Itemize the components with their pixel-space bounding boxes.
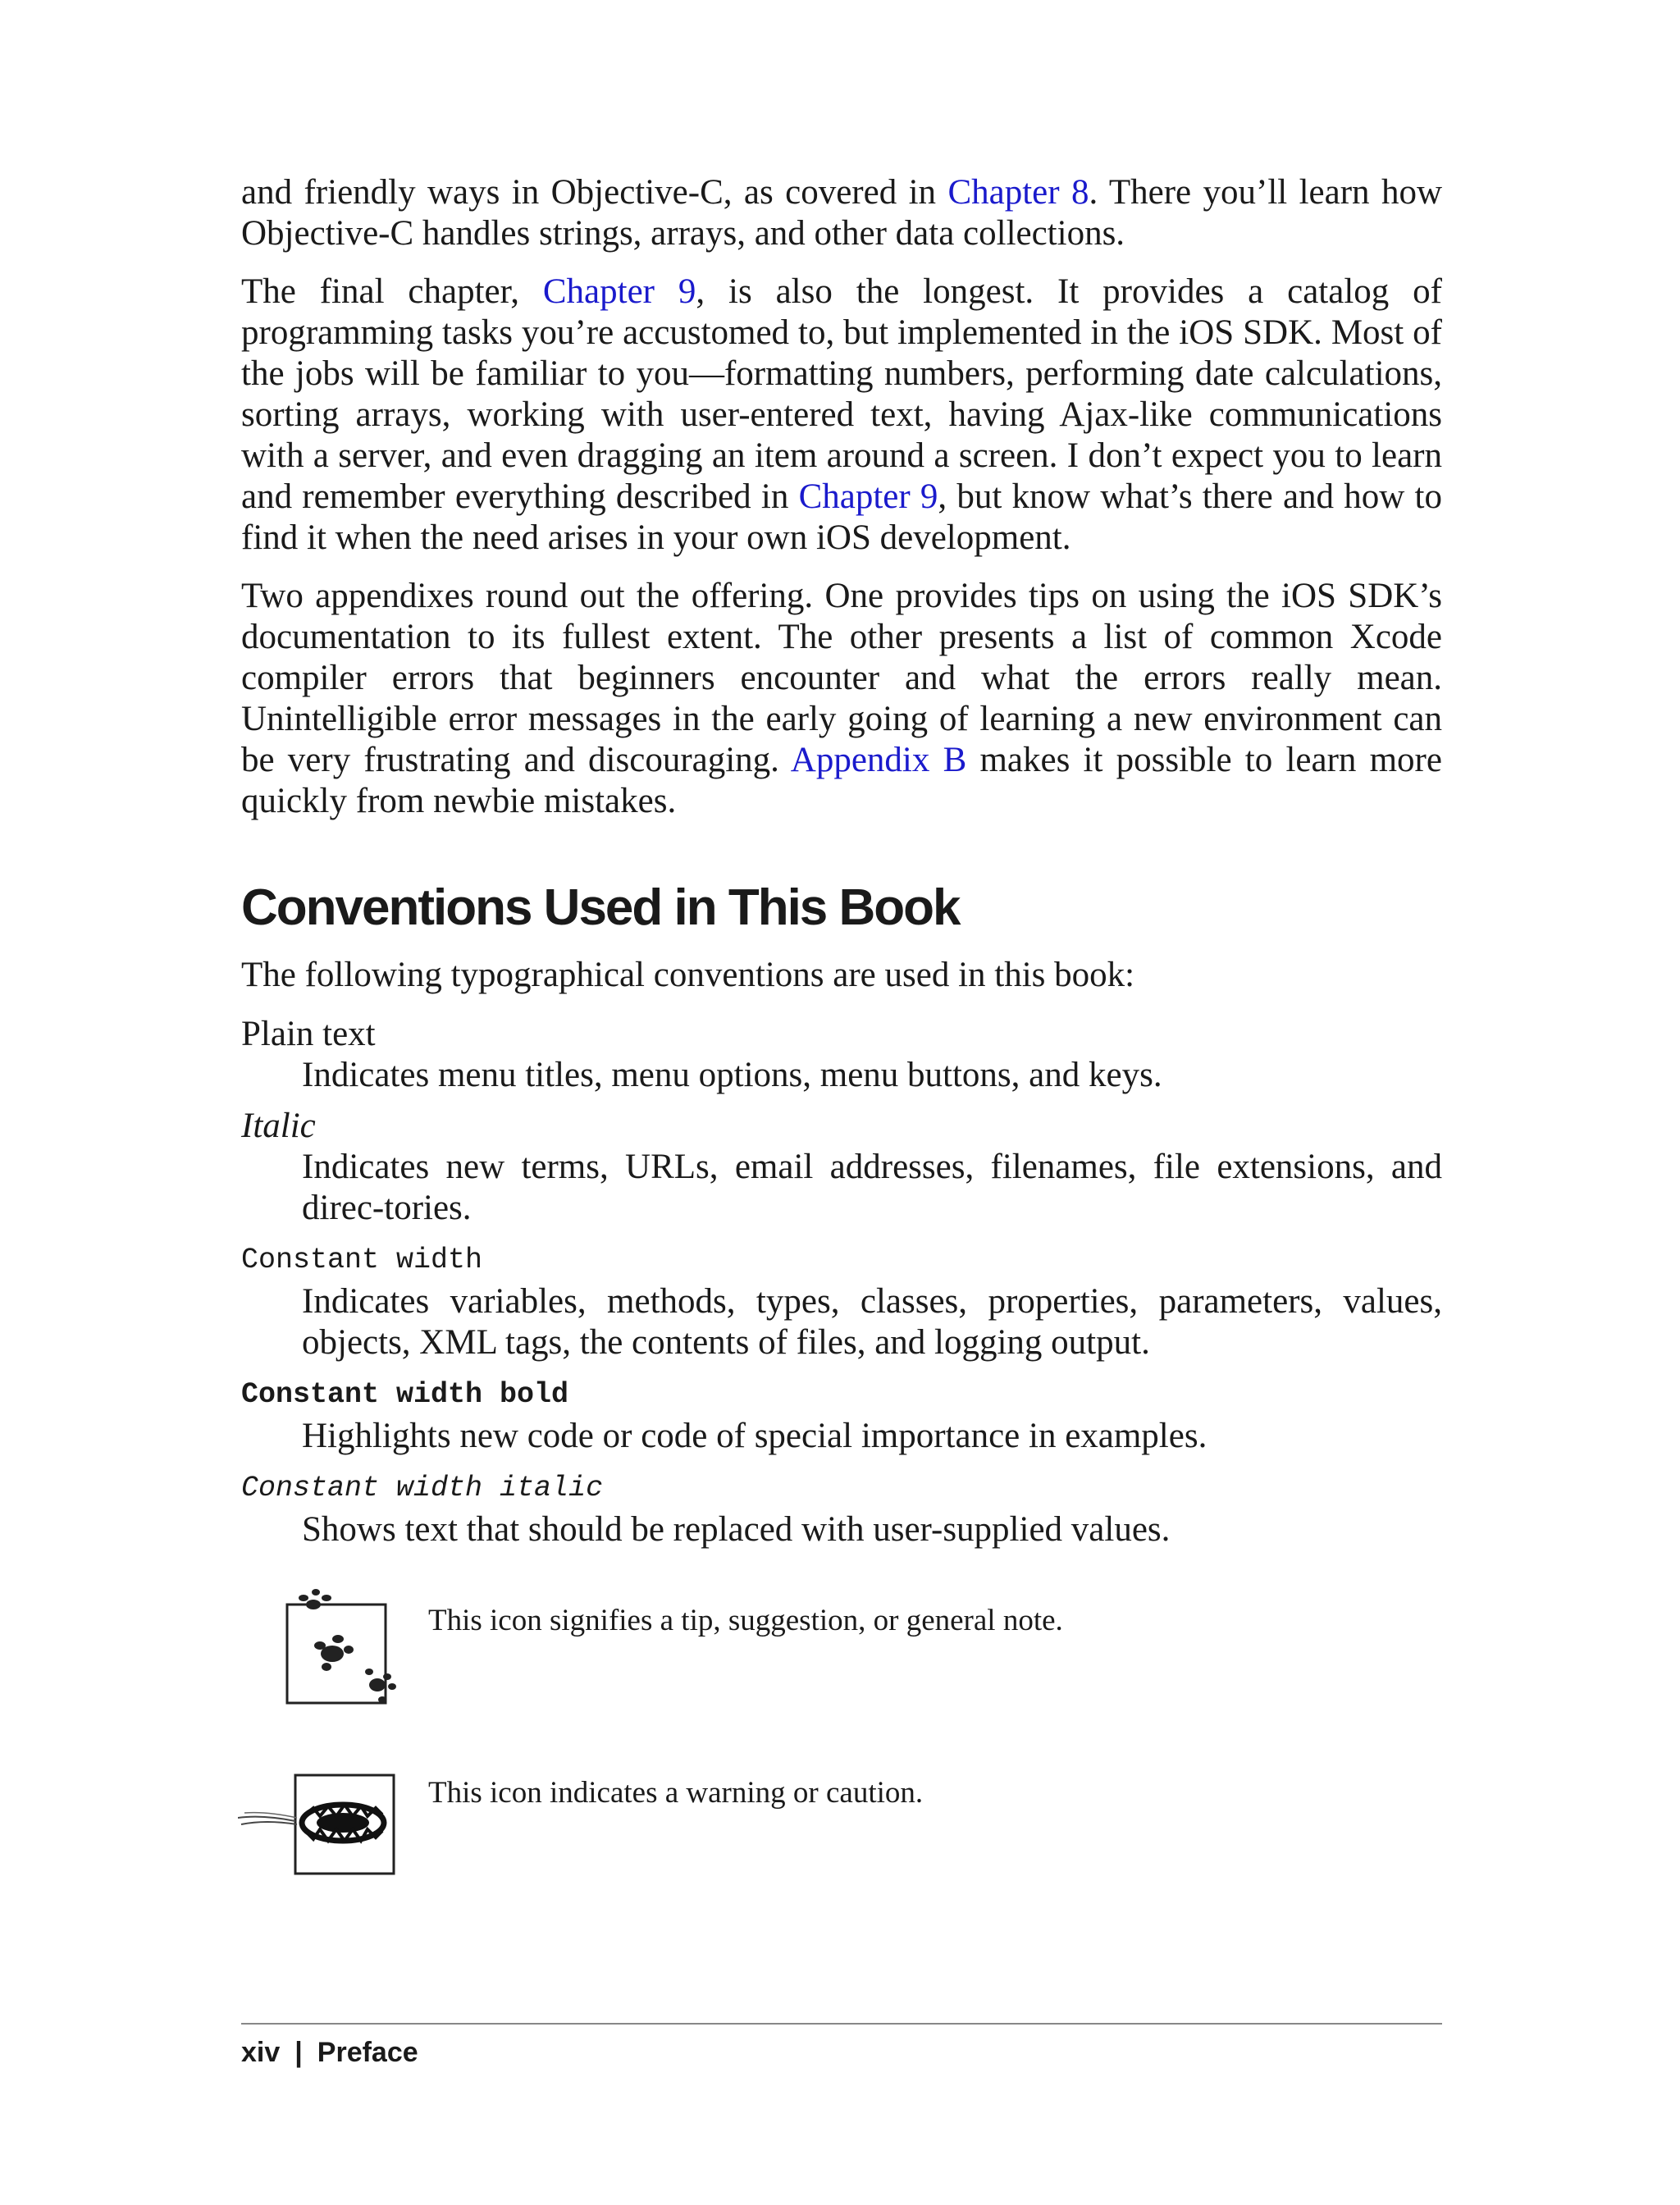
- tip-note: [241, 1586, 1442, 1734]
- convention-desc-italic: Indicates new terms, URLs, email addresses, filenames, file extensions, and direc-tories.: [302, 1148, 1442, 1227]
- convention-term-constant-width-bold: Constant width bold: [241, 1378, 569, 1411]
- warning-note-text: This icon indicates a warning or caution.: [428, 1776, 924, 1810]
- paragraph-text: , is also the longest. It provides a catalog of programming tasks you’re accustomed to, but implemented in the iOS SDK. Most of the jobs will be familiar to you—formatting numbers, performing date calculations, sorting arrays, working with user-entered text, having Ajax-like communications with a server, and even dragging an item around a screen. I don’t expect you to learn and remember everything described in: [241, 272, 1442, 516]
- footer-section-title: Preface: [317, 2037, 418, 2068]
- paragraph-text: makes it possible to learn more quickly from newbie mistakes.: [241, 741, 1442, 820]
- paragraph-2: [241, 272, 1442, 559]
- paragraph-text: Two appendixes round out the offering. One provides tips on using the iOS SDK’s documentation to its fullest extent. The other presents a list of common Xcode compiler errors that beginners encounter and what the errors really mean. Unintelligible error messages in the early going of learning a new environment can be very frustrating and discouraging.: [241, 577, 1442, 779]
- appendix-b-link[interactable]: Appendix B: [790, 741, 967, 779]
- chapter-9-link[interactable]: Chapter 9: [542, 272, 696, 311]
- chapter-8-link[interactable]: Chapter 8: [947, 173, 1089, 212]
- paragraph-1: [241, 172, 1442, 254]
- page-number: xiv: [241, 2037, 281, 2068]
- convention-term-constant-width-italic: Constant width italic: [241, 1472, 604, 1504]
- warning-note: [241, 1759, 1442, 1906]
- paragraph-text: . There you’ll learn how Objective-C handles strings, arrays, and other data collections.: [241, 173, 1442, 253]
- convention-desc-plain: Indicates menu titles, menu options, menu buttons, and keys.: [302, 1056, 1162, 1094]
- paragraph-text: and friendly ways in Objective-C, as covered in: [241, 173, 948, 212]
- convention-term-plain: Plain text: [241, 1015, 376, 1053]
- paragraph-text: The final chapter,: [241, 272, 543, 311]
- conventions-intro: The following typographical conventions are used in this book:: [241, 956, 1135, 994]
- convention-desc-constant-width-italic: Shows text that should be replaced with user-supplied values.: [302, 1510, 1171, 1549]
- bear-trap-warning-icon: [287, 1769, 386, 1867]
- chapter-9-link[interactable]: Chapter 9: [798, 477, 938, 516]
- convention-term-constant-width: Constant width: [241, 1244, 483, 1276]
- page-content: [241, 172, 1442, 1906]
- convention-desc-constant-width-bold: Highlights new code or code of special importance in examples.: [302, 1417, 1208, 1455]
- footer-divider: [241, 2023, 1442, 2025]
- paw-prints-tip-icon: [287, 1596, 386, 1695]
- footer-separator: |: [294, 2037, 303, 2068]
- convention-term-italic: Italic: [241, 1107, 316, 1145]
- paragraph-3: [241, 576, 1442, 822]
- page-footer: [241, 2034, 418, 2070]
- tip-note-text: This icon signifies a tip, suggestion, or general note.: [428, 1604, 1063, 1637]
- paragraph-text: , but know what’s there and how to find it when the need arises in your own iOS development.: [241, 477, 1442, 557]
- section-heading: Conventions Used in This Book: [241, 879, 960, 936]
- convention-desc-constant-width: Indicates variables, methods, types, classes, properties, parameters, values, objects, XML tags, the contents of files, and logging output.: [302, 1282, 1442, 1362]
